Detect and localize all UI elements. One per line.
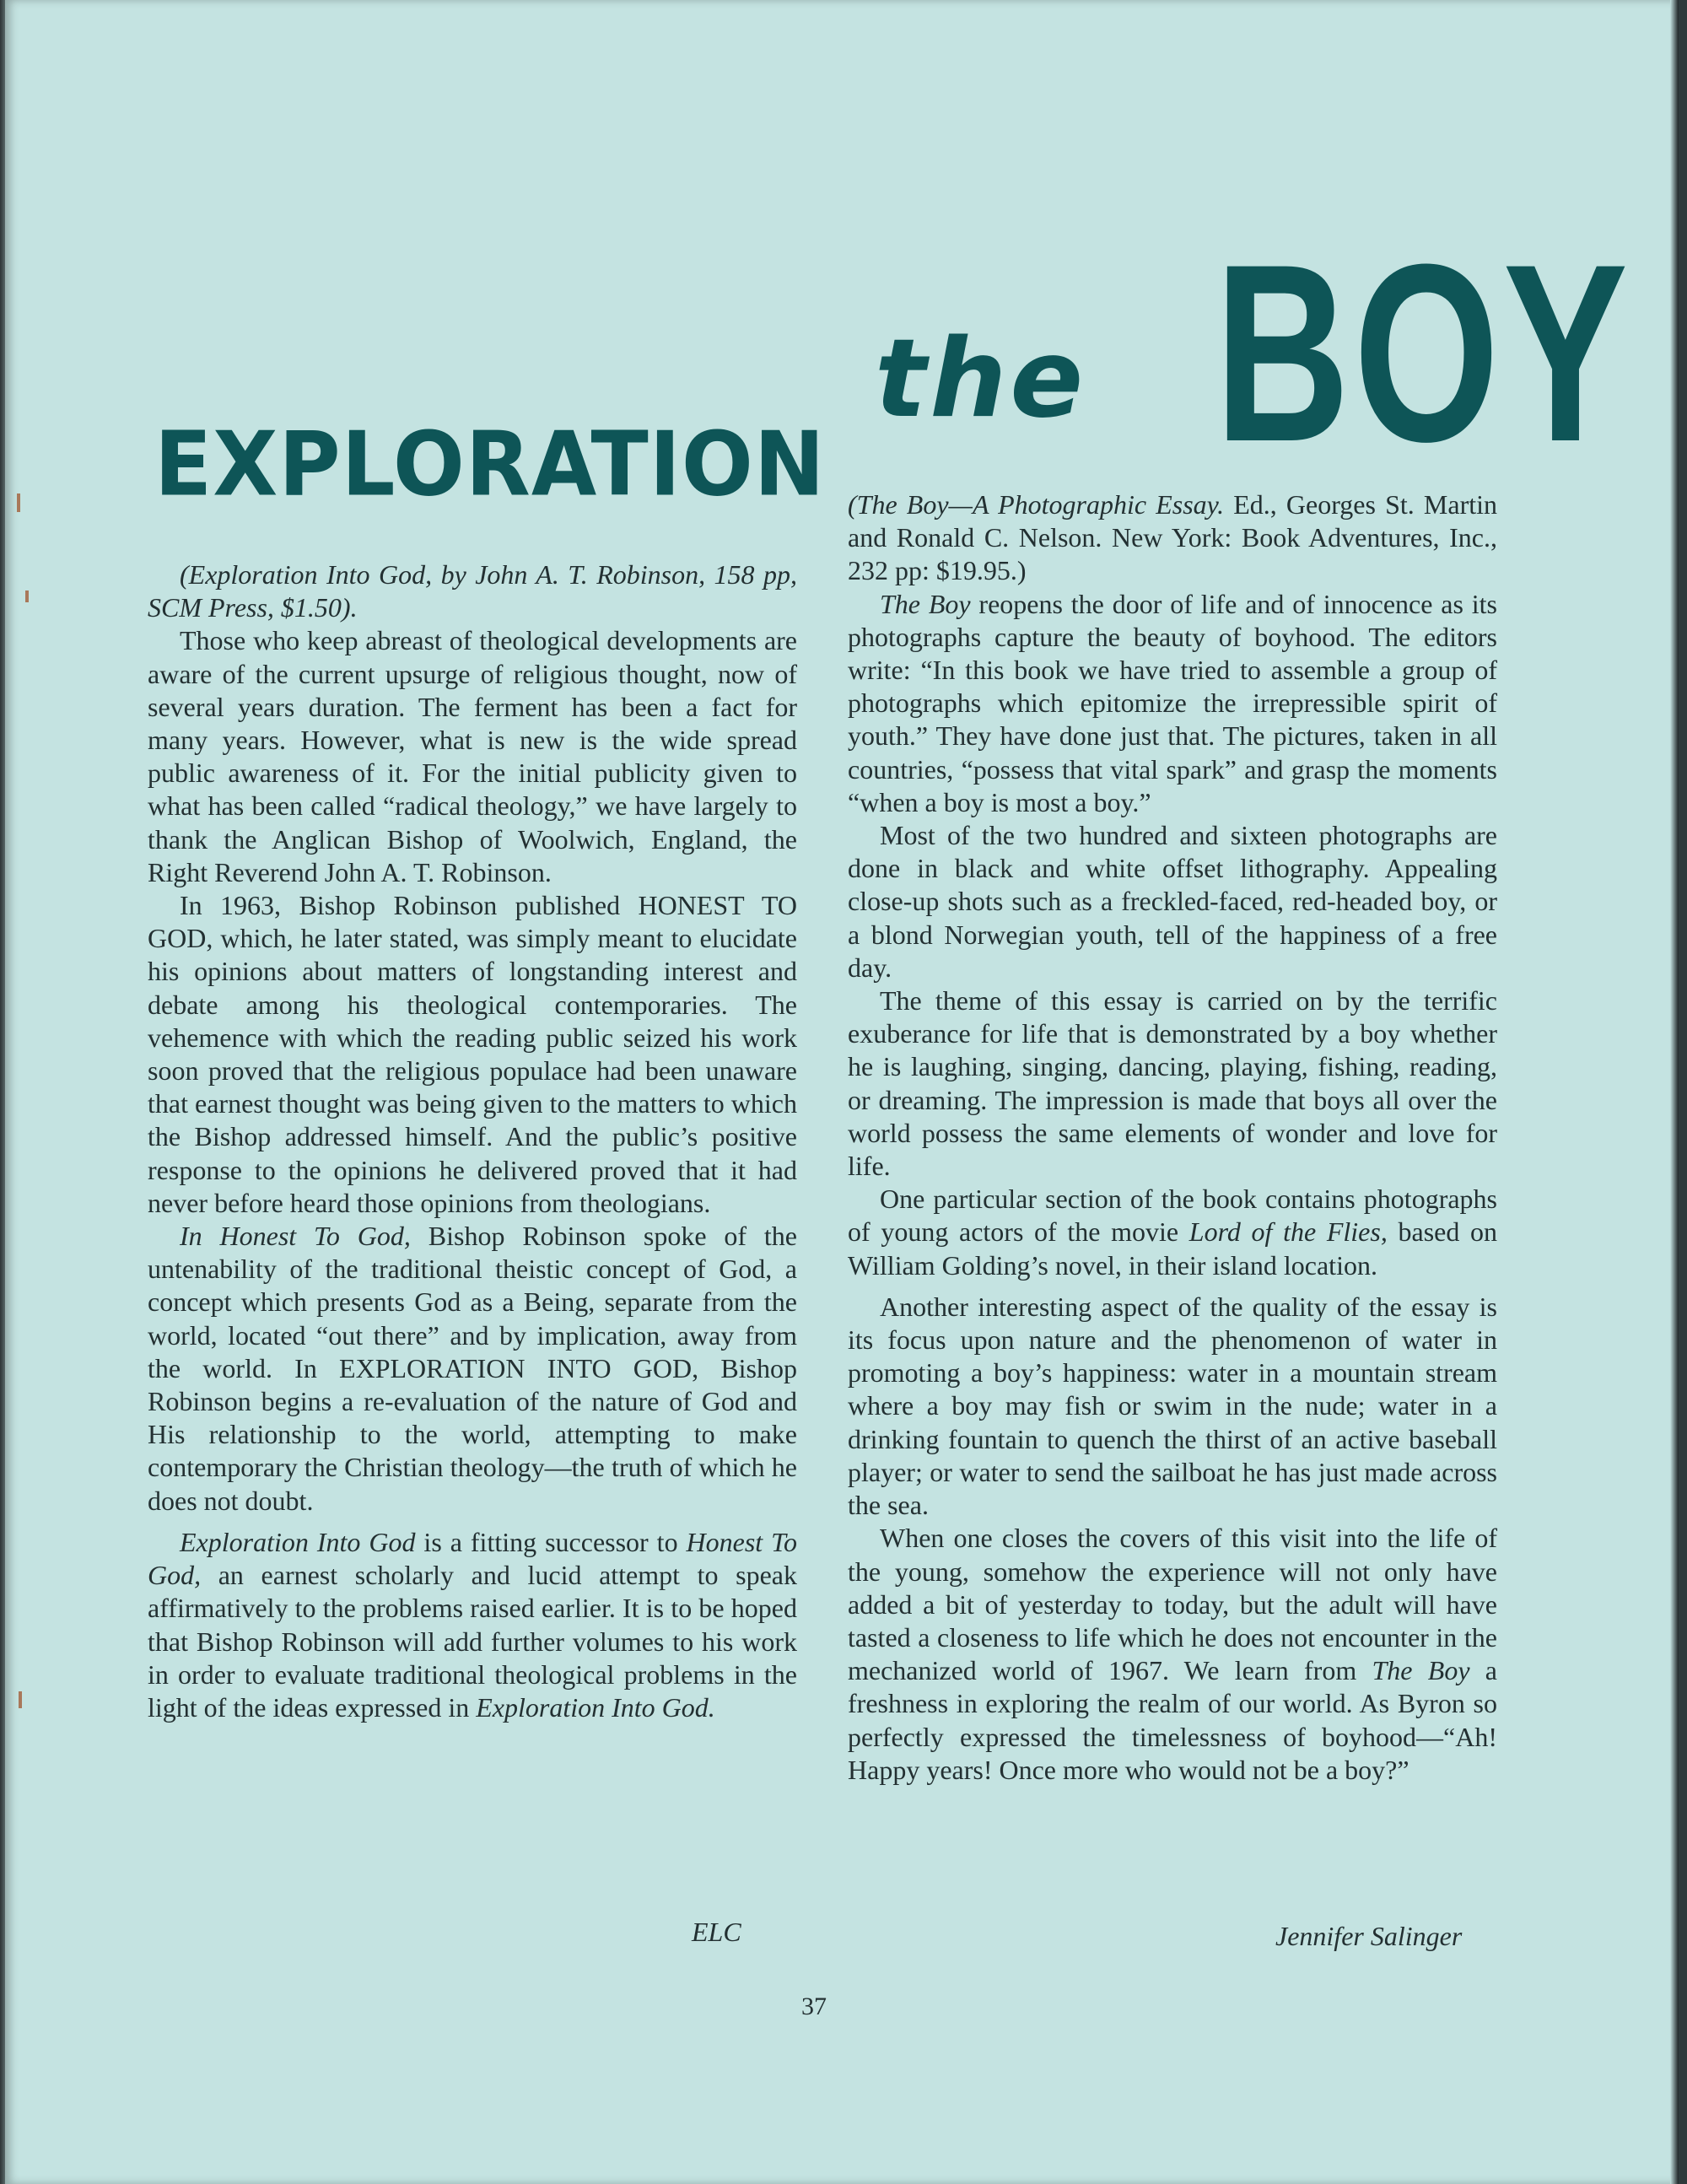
book-title-italic: In Honest To God, — [180, 1221, 411, 1252]
boy-paragraph-5: Another interesting aspect of the quality of the essay is its focus upon nature and the phenomenon of water in promoting a boy’s happiness: water in a mountain stream where a boy may fish or swim in the nude; water in a drinking fountain to quench the thirst of an active baseball player; or water to send the sailboat he has just made across the sea. — [848, 1291, 1497, 1521]
boy-paragraph-6 — [848, 1522, 1497, 1787]
boy-paragraph-1 — [848, 588, 1497, 819]
page-number: 37 — [801, 1993, 827, 2020]
page-edge-shadow — [1670, 0, 1679, 2184]
boy-paragraph-4-text-a: One particular section of the book contains photographs of young actors of the movie — [848, 1184, 1497, 1248]
exploration-citation: (Exploration Into God, by John A. T. Robinson, 158 pp, SCM Press, $1.50). — [148, 559, 797, 623]
exploration-paragraph-2: In 1963, Bishop Robinson published HONEST TO GOD, which, he later stated, was simply meant to elucidate his opinions about matters of longstanding interest and debate among his theological contemporaries. The vehemence with which the reading public seized his work soon proved that the religious populace had been unaware that earnest thought was being given to the matters to which the Bishop addressed himself. And the public’s positive response to the opinions he delivered proved that it had never before heard those opinions from theologians. — [148, 890, 797, 1218]
exploration-paragraph-3 — [148, 1220, 797, 1518]
boy-paragraph-2: Most of the two hundred and sixteen photographs are done in black and white offset lithography. Appealing close-up shots such as a freckled-faced, red-headed boy, or a blond Norwegian youth, tell of the happiness of a free day. — [848, 820, 1497, 983]
book-title-italic: Honest To God, — [148, 1526, 798, 1591]
exploration-paragraph-4-text-a: is a fitting successor to — [415, 1526, 687, 1557]
boy-review-column — [848, 488, 1497, 1787]
book-title-italic: Exploration Into God. — [476, 1691, 715, 1723]
book-title-italic: The Boy — [880, 588, 971, 619]
boy-citation-text: Ed., Georges St. Martin and Ronald C. Nelson. New York: Book Adventures, Inc., 232 pp: $19.95.) — [848, 489, 1498, 586]
book-title-italic: The Boy — [1372, 1655, 1470, 1686]
exploration-paragraph-4 — [148, 1526, 797, 1724]
boy-paragraph-4-text-b: based on William Golding’s novel, in their island location. — [848, 1216, 1498, 1281]
exploration-signature: ELC — [692, 1917, 741, 1947]
margin-mark — [17, 493, 20, 512]
boy-title-boy: BOY — [1215, 211, 1632, 494]
boy-paragraph-3: The theme of this essay is carried on by the terrific exuberance for life that is demonstrated by a boy whether he is laughing, singing, dancing, playing, fishing, reading, or dreaming. The impression is made that boys all over the world possess the same elements of wonder and love for life. — [848, 985, 1497, 1182]
boy-paragraph-6-text-b: a freshness in exploring the realm of our world. As Byron so perfectly expressed the timelessness of boyhood—“Ah! Happy years! Once more who would not be a boy?” — [848, 1655, 1498, 1785]
margin-mark — [19, 1691, 22, 1708]
exploration-title: EXPLORATION — [154, 413, 826, 516]
exploration-review-column — [148, 558, 797, 1724]
book-title-italic: (The Boy—A Photographic Essay. — [848, 489, 1225, 520]
boy-signature: Jennifer Salinger — [1275, 1921, 1463, 1951]
boy-paragraph-1-text: reopens the door of life and of innocence as its photographs capture the beauty of boyhood. The editors write: “In this book we have tried to assemble a group of photographs which epitomize the irrepressible spirit of youth.” They have done just that. The pictures, taken in all countries, “possess that vital spark” and grasp the moments “when a boy is most a boy.” — [848, 588, 1498, 817]
margin-mark — [25, 590, 29, 602]
book-title-italic: Exploration Into God — [180, 1526, 416, 1557]
boy-citation — [848, 488, 1497, 588]
exploration-paragraph-4-text-b: an earnest scholarly and lucid attempt to speak affirmatively to the problems raised earlier. It is to be hoped that Bishop Robinson will add further volumes to his work in order to evaluate traditional theological problems in the light of the ideas expressed in — [148, 1560, 797, 1723]
boy-paragraph-6-text-a: When one closes the covers of this visit into the life of the young, somehow the experience will not only have added a bit of yesterday to today, but the adult will have tasted a closeness to life which he does not encounter in the mechanized world of 1967. We learn from — [848, 1523, 1497, 1686]
boy-title-the: the — [875, 316, 1087, 442]
movie-title-italic: Lord of the Flies, — [1188, 1216, 1388, 1248]
boy-paragraph-4 — [848, 1183, 1497, 1282]
exploration-paragraph-1: Those who keep abreast of theological developments are aware of the current upsurge of religious thought, now of several years duration. The ferment has been a fact for many years. However, what is new is the wide spread public awareness of it. For the initial publicity given to what has been called “radical theology,” we have largely to thank the Anglican Bishop of Woolwich, England, the Right Reverend John A. T. Robinson. — [148, 625, 797, 887]
exploration-paragraph-3-text: Bishop Robinson spoke of the untenability of the traditional theistic concept of God, a concept which presents God as a Being, separate from the world, located “out there” and by implication, away from the world. In EXPLORATION INTO GOD, Bishop Robinson begins a re-evaluation of the nature of God and His relationship to the world, attempting to make contemporary the Christian theology—the truth of which he does not doubt. — [148, 1221, 798, 1516]
